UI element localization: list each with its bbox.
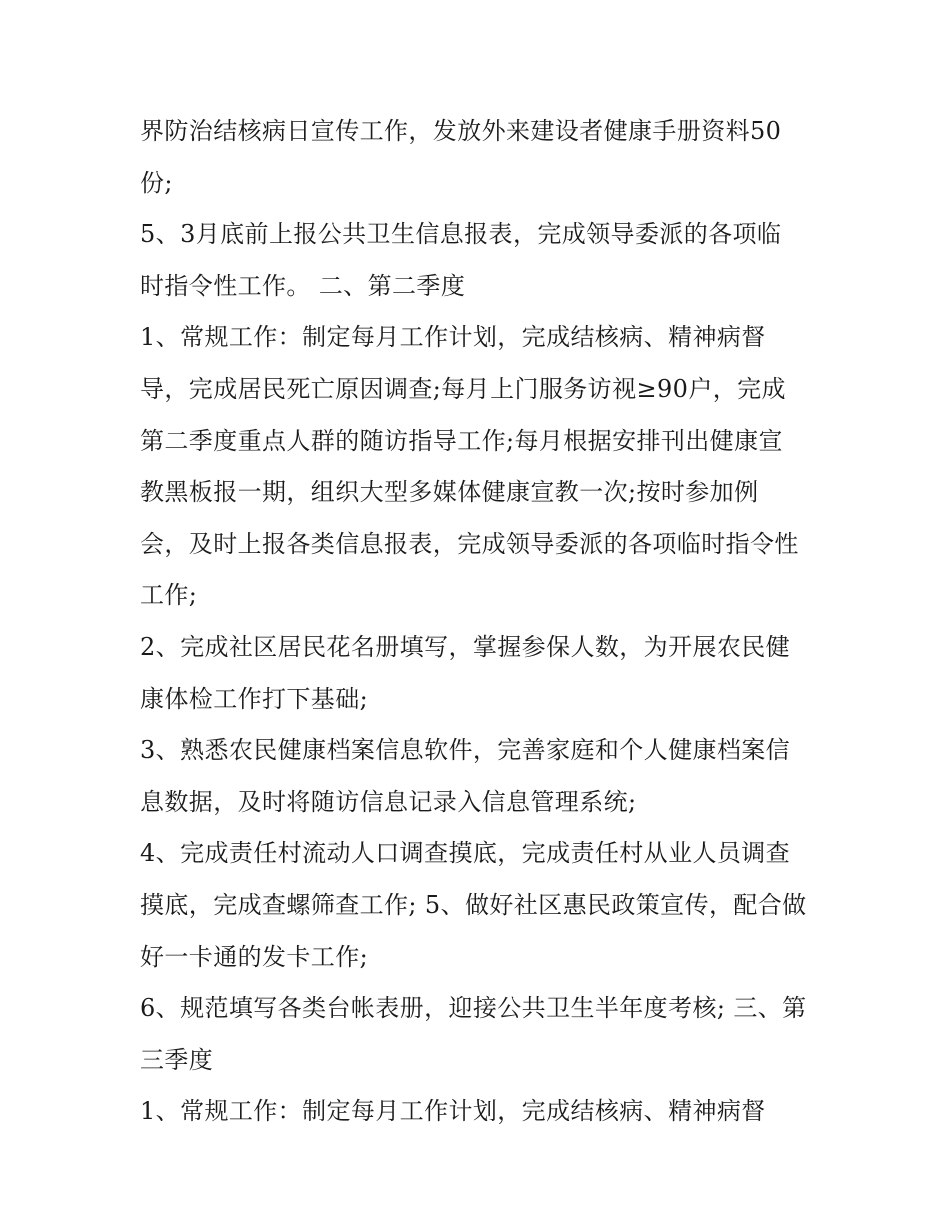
text-line: 息数据，及时将随访信息记录入信息管理系统;: [140, 787, 637, 816]
text-line: 界防治结核病日宣传工作，发放外来建设者健康手册资料50: [140, 117, 782, 145]
text-line: 份;: [140, 168, 173, 197]
text-line: 4、完成责任村流动人口调查摸底，完成责任村从业人员调查: [140, 839, 791, 868]
text-line: 第二季度重点人群的随访指导工作;每月根据安排刊出健康宣: [140, 426, 783, 455]
text-line: 康体检工作打下基础;: [140, 684, 369, 713]
text-line: 3、熟悉农民健康档案信息软件，完善家庭和个人健康档案信: [140, 736, 791, 765]
text-line: 2、完成社区居民花名册填写，掌握参保人数，为开展农民健: [140, 632, 791, 661]
text-line: 1、常规工作：制定每月工作计划，完成结核病、精神病督: [140, 323, 766, 352]
text-line: 三季度: [140, 1045, 214, 1074]
text-line: 导，完成居民死亡原因调查;每月上门服务访视≥90户，完成: [140, 374, 786, 403]
text-line: 1、常规工作：制定每月工作计划，完成结核病、精神病督: [140, 1097, 766, 1126]
text-line: 时指令性工作。 二、第二季度: [140, 271, 466, 300]
document-body: [140, 106, 820, 1138]
text-line: 好一卡通的发卡工作;: [140, 942, 369, 971]
text-line: 摸底，完成查螺筛查工作; 5、做好社区惠民政策宣传，配合做: [140, 890, 807, 919]
text-line: 教黑板报一期，组织大型多媒体健康宣教一次;按时参加例: [140, 478, 759, 507]
text-line: 5、3月底前上报公共卫生信息报表，完成领导委派的各项临: [140, 220, 782, 249]
text-line: 6、规范填写各类台帐表册，迎接公共卫生半年度考核; 三、第: [140, 994, 807, 1023]
text-line: 工作;: [140, 581, 198, 610]
text-line: 会，及时上报各类信息报表，完成领导委派的各项临时指令性: [140, 529, 799, 558]
